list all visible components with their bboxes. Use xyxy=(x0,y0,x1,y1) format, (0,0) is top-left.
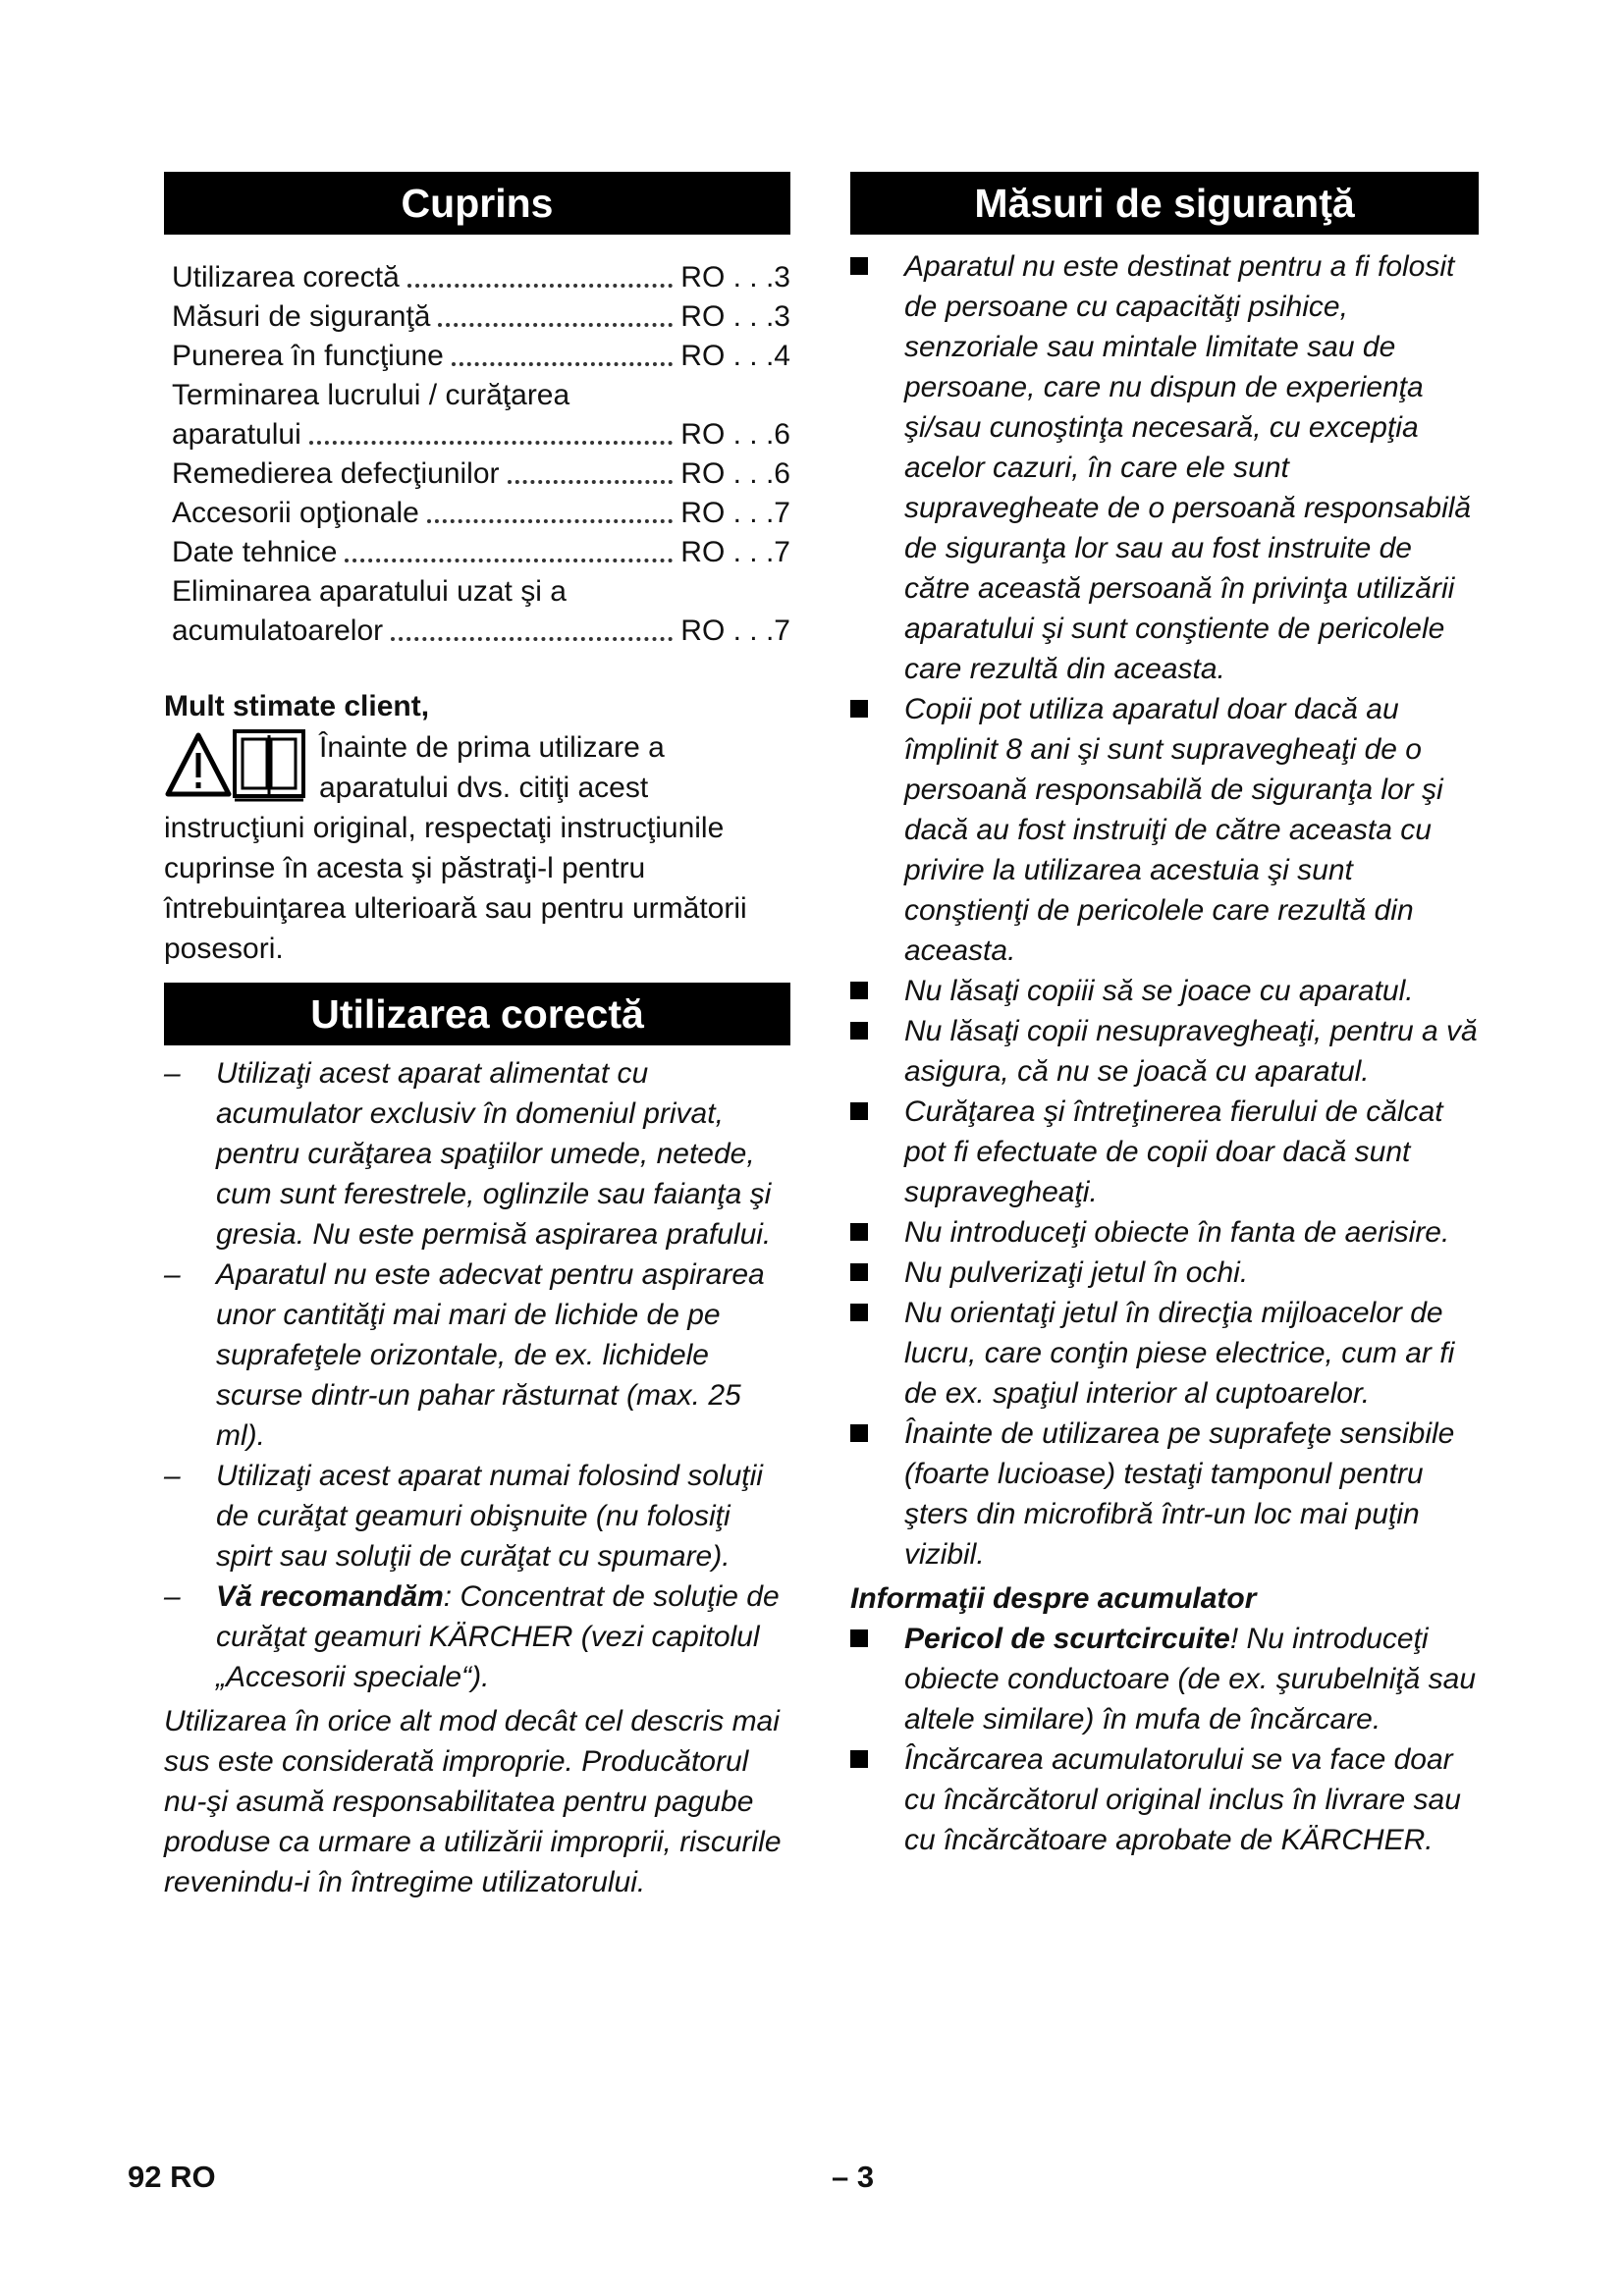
warning-triangle-icon xyxy=(168,735,229,794)
list-item: Copii pot utiliza aparatul doar dacă au împlinit 8 ani şi sunt supravegheaţi de o persoană responsabilă de siguranţa lor şi dacă au fost instruiţi de către aceasta cu privire la utilizarea acestuia şi sunt conştienţi de pericolele care rezultă din aceasta. xyxy=(850,689,1479,971)
bullet-square-icon xyxy=(850,700,868,718)
bullet-square-icon xyxy=(850,1304,868,1321)
intro-text: Înainte de prima utilizare a aparatului dvs. citiţi acest instrucţiuni original, respectaţi instrucţiunile cuprinse în acesta şi păstraţi-l pentru întrebuinţarea ulterioară sau pentru următorii posesori. xyxy=(164,731,747,965)
left-column xyxy=(164,172,790,1902)
list-item: Nu introduceţi obiecte în fanta de aerisire. xyxy=(850,1212,1479,1253)
proper-use-closing: Utilizarea în orice alt mod decât cel descris mai sus este considerată improprie. Producătorul nu-şi asumă responsabilitatea pentru pagube produse ca urmare a utilizării improprii, riscurile revenindu-i în întregime utilizatorului. xyxy=(164,1705,782,1898)
right-column xyxy=(850,172,1479,1860)
bullet-square-icon xyxy=(850,1750,868,1768)
list-item: Nu orientaţi jetul în direcţia mijloacelor de lucru, care conţin piese electrice, cum ar fi de ex. spaţiul interior al cuptoarelor. xyxy=(850,1293,1479,1414)
bullet-square-icon xyxy=(850,1424,868,1442)
list-item: Încărcarea acumulatorului se va face doar cu încărcătorul original inclus în livrare sau cu încărcătoare aprobate de KÄRCHER. xyxy=(850,1739,1479,1860)
list-item: Aparatul nu este destinat pentru a fi folosit de persoane cu capacităţi psihice, senzoriale sau mintale limitate sau de persoane, care nu dispun de experienţa şi/sau cunoştinţa necesară, cu excepţia acelor cazuri, în care ele sunt supravegheate de o persoană responsabilă de siguranţa lor sau au fost instruite de către această persoană în privinţa utilizării aparatului şi sunt conştiente de pericolele care rezultă din aceasta. xyxy=(850,246,1479,689)
list-item: – Vă recomandăm: Concentrat de soluţie de curăţat geamuri KÄRCHER (vezi capitolul „Accesorii speciale“). xyxy=(164,1580,780,1693)
bullet-square-icon xyxy=(850,257,868,275)
battery-heading: Informaţii despre acumulator xyxy=(850,1582,1257,1615)
proper-use-list xyxy=(164,1053,790,1697)
toc-entry[interactable]: Accesorii opţionale RO . . .7 xyxy=(172,497,790,529)
toc-entry[interactable]: Eliminarea aparatului uzat şi a acumulatoarelor RO . . .7 xyxy=(172,575,790,647)
list-item: Înainte de utilizarea pe suprafeţe sensibile (foarte lucioase) testaţi tamponul pentru şters din microfibră într-un loc mai puţin vizibil. xyxy=(850,1414,1479,1575)
page-label: 92 RO xyxy=(128,2160,216,2194)
intro-paragraph xyxy=(164,727,790,969)
safety-list xyxy=(850,246,1479,1575)
toc-entry[interactable]: Utilizarea corectă RO . . .3 xyxy=(172,261,790,294)
battery-list xyxy=(850,1619,1479,1860)
list-item: – Utilizaţi acest aparat numai folosind soluţii de curăţat geamuri obişnuite (nu folosiţi spirt sau soluţii de curăţat cu spumare). xyxy=(164,1460,763,1573)
toc-entry[interactable]: Măsuri de siguranţă RO . . .3 xyxy=(172,300,790,333)
toc-heading: Cuprins xyxy=(164,172,790,235)
bullet-square-icon xyxy=(850,1022,868,1040)
list-item: Nu lăsaţi copiii să se joace cu aparatul. xyxy=(850,971,1479,1011)
bullet-square-icon xyxy=(850,1102,868,1120)
manual-book-icon xyxy=(235,731,303,800)
bullet-square-icon xyxy=(850,1263,868,1281)
list-item: Pericol de scurtcircuite! Nu introduceţi obiecte conductoare (de ex. şurubelniţă sau altele similare) în mufa de încărcare. xyxy=(850,1619,1479,1739)
table-of-contents xyxy=(172,258,790,651)
toc-entry[interactable]: Punerea în funcţiune RO . . .4 xyxy=(172,340,790,372)
list-item: – Aparatul nu este adecvat pentru aspirarea unor cantităţi mai mari de lichide de pe suprafeţele orizontale, de ex. lichidele scurse dintr-un pahar răsturnat (max. 25 ml). xyxy=(164,1258,765,1452)
toc-entry[interactable]: Terminarea lucrului / curăţarea aparatului RO . . .6 xyxy=(172,379,790,451)
page-number: – 3 xyxy=(832,2160,875,2194)
list-item: Curăţarea şi întreţinerea fierului de călcat pot fi efectuate de copii doar dacă sunt supravegheaţi. xyxy=(850,1092,1479,1212)
list-item: Nu lăsaţi copii nesupravegheaţi, pentru a vă asigura, că nu se joacă cu aparatul. xyxy=(850,1011,1479,1092)
safety-heading: Măsuri de siguranţă xyxy=(850,172,1479,235)
toc-entry[interactable]: Remedierea defecţiunilor RO . . .6 xyxy=(172,457,790,490)
greeting: Mult stimate client, xyxy=(164,690,430,722)
warning-and-manual-icons xyxy=(164,727,311,806)
bullet-square-icon xyxy=(850,1629,868,1647)
proper-use-heading: Utilizarea corectă xyxy=(164,983,790,1045)
toc-entry[interactable]: Date tehnice RO . . .7 xyxy=(172,536,790,568)
bullet-square-icon xyxy=(850,1223,868,1241)
bullet-square-icon xyxy=(850,982,868,999)
list-item: Nu pulverizaţi jetul în ochi. xyxy=(850,1253,1479,1293)
list-item: – Utilizaţi acest aparat alimentat cu acumulator exclusiv în domeniul privat, pentru curăţarea spaţiilor umede, netede, cum sunt ferestrele, oglinzile sau faianţa şi gresia. Nu este permisă aspirarea prafului. xyxy=(164,1057,772,1251)
